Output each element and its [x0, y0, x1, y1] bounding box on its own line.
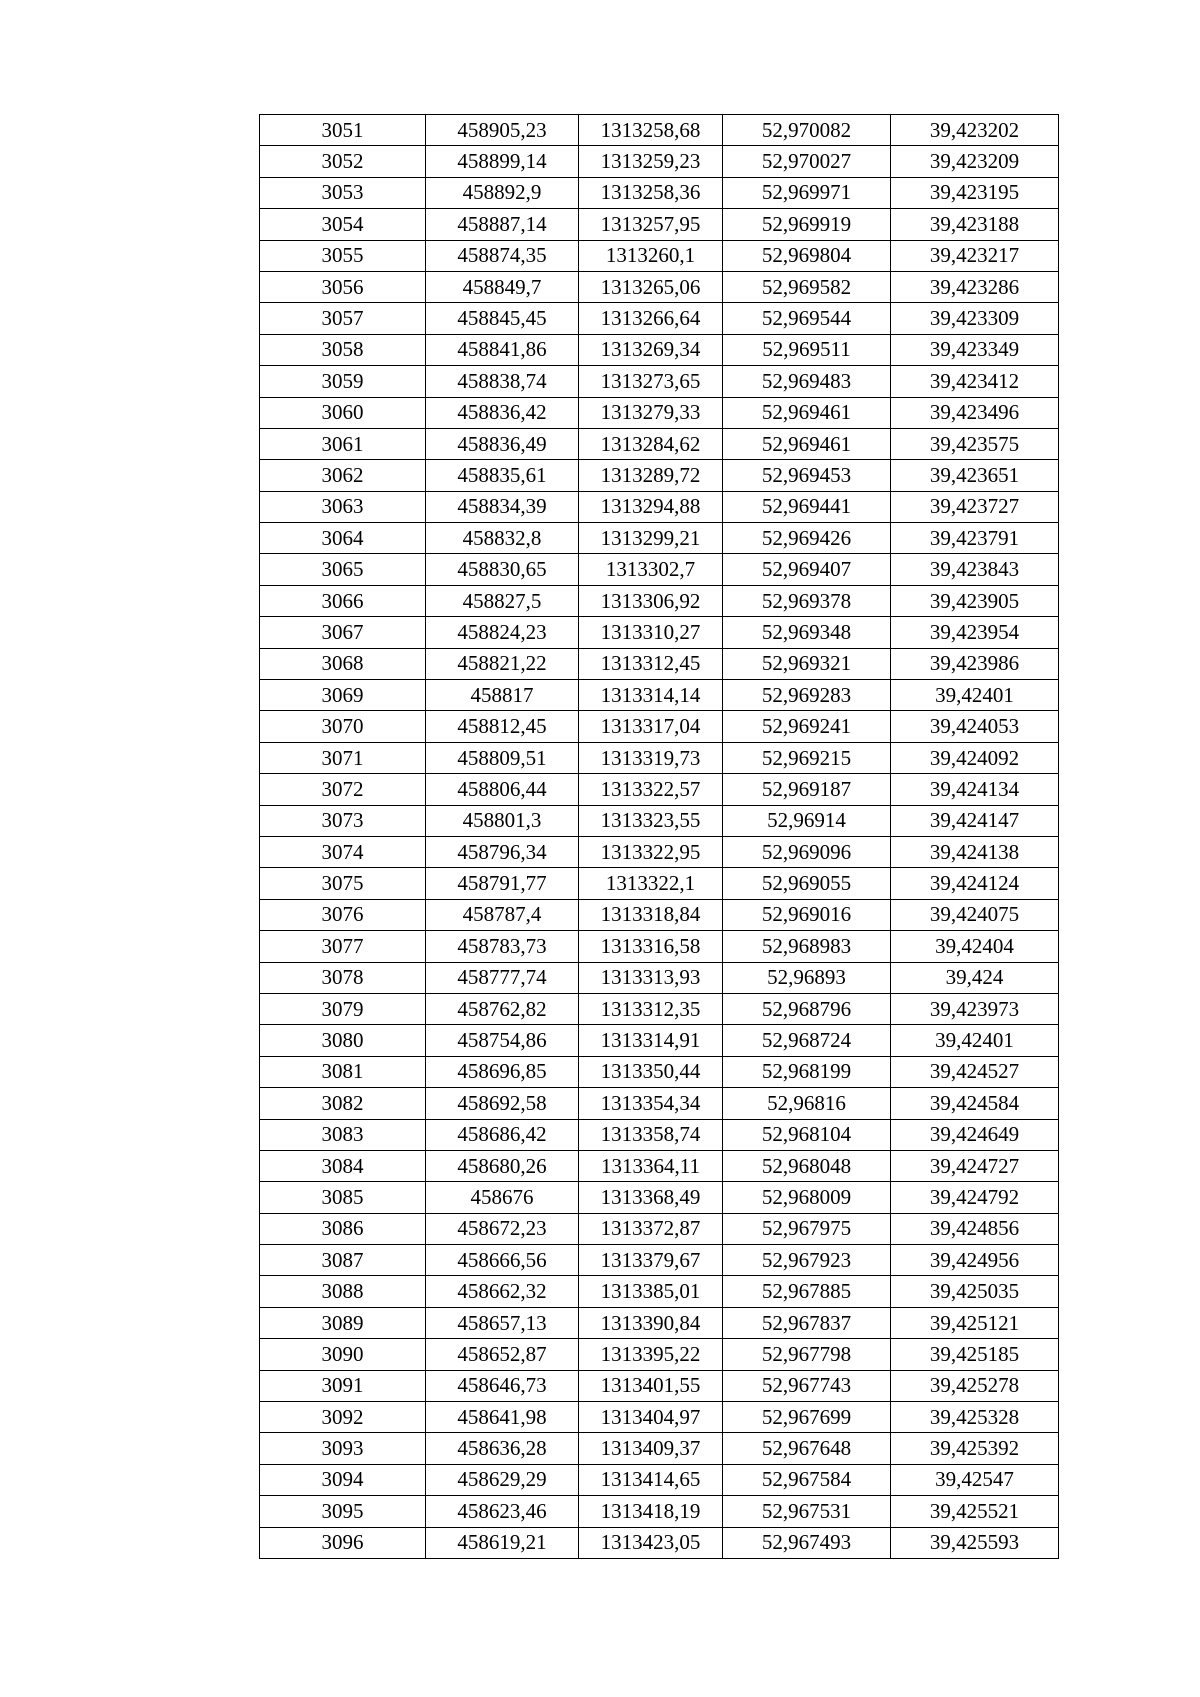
x-coordinate-cell: 458629,29 [426, 1464, 579, 1495]
y-coordinate-cell: 1313322,57 [579, 774, 723, 805]
table-row [260, 397, 1059, 428]
table-row [260, 1370, 1059, 1401]
table-row [260, 1025, 1059, 1056]
y-coordinate-cell: 1313294,88 [579, 491, 723, 522]
table-row [260, 460, 1059, 491]
x-coordinate-cell: 458676 [426, 1182, 579, 1213]
latitude-cell: 52,967798 [723, 1339, 891, 1370]
latitude-cell: 52,968009 [723, 1182, 891, 1213]
point-number-cell: 3092 [260, 1402, 426, 1433]
longitude-cell: 39,423905 [891, 585, 1059, 616]
x-coordinate-cell: 458666,56 [426, 1245, 579, 1276]
y-coordinate-cell: 1313273,65 [579, 366, 723, 397]
latitude-cell: 52,969016 [723, 899, 891, 930]
point-number-cell: 3053 [260, 177, 426, 208]
y-coordinate-cell: 1313418,19 [579, 1496, 723, 1527]
latitude-cell: 52,969582 [723, 271, 891, 302]
table-row [260, 993, 1059, 1024]
latitude-cell: 52,969321 [723, 648, 891, 679]
point-number-cell: 3088 [260, 1276, 426, 1307]
y-coordinate-cell: 1313314,14 [579, 680, 723, 711]
longitude-cell: 39,424092 [891, 742, 1059, 773]
latitude-cell: 52,970027 [723, 146, 891, 177]
latitude-cell: 52,967923 [723, 1245, 891, 1276]
x-coordinate-cell: 458892,9 [426, 177, 579, 208]
table-row [260, 1276, 1059, 1307]
point-number-cell: 3094 [260, 1464, 426, 1495]
longitude-cell: 39,423202 [891, 115, 1059, 146]
latitude-cell: 52,967531 [723, 1496, 891, 1527]
x-coordinate-cell: 458841,86 [426, 334, 579, 365]
latitude-cell: 52,968104 [723, 1119, 891, 1150]
latitude-cell: 52,969215 [723, 742, 891, 773]
x-coordinate-cell: 458686,42 [426, 1119, 579, 1150]
table-row [260, 805, 1059, 836]
y-coordinate-cell: 1313259,23 [579, 146, 723, 177]
x-coordinate-cell: 458754,86 [426, 1025, 579, 1056]
y-coordinate-cell: 1313310,27 [579, 617, 723, 648]
longitude-cell: 39,425593 [891, 1527, 1059, 1558]
y-coordinate-cell: 1313358,74 [579, 1119, 723, 1150]
longitude-cell: 39,424956 [891, 1245, 1059, 1276]
y-coordinate-cell: 1313404,97 [579, 1402, 723, 1433]
x-coordinate-cell: 458777,74 [426, 962, 579, 993]
longitude-cell: 39,42547 [891, 1464, 1059, 1495]
x-coordinate-cell: 458762,82 [426, 993, 579, 1024]
latitude-cell: 52,967493 [723, 1527, 891, 1558]
y-coordinate-cell: 1313306,92 [579, 585, 723, 616]
point-number-cell: 3080 [260, 1025, 426, 1056]
point-number-cell: 3057 [260, 303, 426, 334]
point-number-cell: 3073 [260, 805, 426, 836]
latitude-cell: 52,967584 [723, 1464, 891, 1495]
table-row [260, 1527, 1059, 1558]
latitude-cell: 52,969483 [723, 366, 891, 397]
point-number-cell: 3076 [260, 899, 426, 930]
table-row [260, 334, 1059, 365]
latitude-cell: 52,968199 [723, 1056, 891, 1087]
longitude-cell: 39,423496 [891, 397, 1059, 428]
x-coordinate-cell: 458834,39 [426, 491, 579, 522]
latitude-cell: 52,969055 [723, 868, 891, 899]
point-number-cell: 3059 [260, 366, 426, 397]
point-number-cell: 3078 [260, 962, 426, 993]
y-coordinate-cell: 1313379,67 [579, 1245, 723, 1276]
table-row [260, 491, 1059, 522]
longitude-cell: 39,423412 [891, 366, 1059, 397]
x-coordinate-cell: 458657,13 [426, 1307, 579, 1338]
point-number-cell: 3084 [260, 1150, 426, 1181]
y-coordinate-cell: 1313265,06 [579, 271, 723, 302]
point-number-cell: 3070 [260, 711, 426, 742]
latitude-cell: 52,969348 [723, 617, 891, 648]
y-coordinate-cell: 1313322,1 [579, 868, 723, 899]
point-number-cell: 3062 [260, 460, 426, 491]
longitude-cell: 39,424856 [891, 1213, 1059, 1244]
longitude-cell: 39,423209 [891, 146, 1059, 177]
y-coordinate-cell: 1313314,91 [579, 1025, 723, 1056]
point-number-cell: 3093 [260, 1433, 426, 1464]
longitude-cell: 39,424727 [891, 1150, 1059, 1181]
longitude-cell: 39,423973 [891, 993, 1059, 1024]
x-coordinate-cell: 458824,23 [426, 617, 579, 648]
table-row [260, 177, 1059, 208]
y-coordinate-cell: 1313350,44 [579, 1056, 723, 1087]
x-coordinate-cell: 458623,46 [426, 1496, 579, 1527]
x-coordinate-cell: 458791,77 [426, 868, 579, 899]
point-number-cell: 3067 [260, 617, 426, 648]
y-coordinate-cell: 1313260,1 [579, 240, 723, 271]
latitude-cell: 52,969544 [723, 303, 891, 334]
longitude-cell: 39,423986 [891, 648, 1059, 679]
y-coordinate-cell: 1313318,84 [579, 899, 723, 930]
point-number-cell: 3071 [260, 742, 426, 773]
y-coordinate-cell: 1313390,84 [579, 1307, 723, 1338]
table-row [260, 899, 1059, 930]
point-number-cell: 3061 [260, 428, 426, 459]
latitude-cell: 52,968048 [723, 1150, 891, 1181]
point-number-cell: 3095 [260, 1496, 426, 1527]
longitude-cell: 39,425521 [891, 1496, 1059, 1527]
x-coordinate-cell: 458887,14 [426, 209, 579, 240]
latitude-cell: 52,969453 [723, 460, 891, 491]
latitude-cell: 52,970082 [723, 115, 891, 146]
latitude-cell: 52,969283 [723, 680, 891, 711]
longitude-cell: 39,425121 [891, 1307, 1059, 1338]
point-number-cell: 3065 [260, 554, 426, 585]
table-row [260, 366, 1059, 397]
longitude-cell: 39,423791 [891, 523, 1059, 554]
point-number-cell: 3077 [260, 931, 426, 962]
longitude-cell: 39,424792 [891, 1182, 1059, 1213]
x-coordinate-cell: 458806,44 [426, 774, 579, 805]
table-row [260, 617, 1059, 648]
point-number-cell: 3082 [260, 1088, 426, 1119]
table-row [260, 868, 1059, 899]
longitude-cell: 39,42404 [891, 931, 1059, 962]
point-number-cell: 3066 [260, 585, 426, 616]
point-number-cell: 3079 [260, 993, 426, 1024]
x-coordinate-cell: 458696,85 [426, 1056, 579, 1087]
x-coordinate-cell: 458845,45 [426, 303, 579, 334]
point-number-cell: 3054 [260, 209, 426, 240]
x-coordinate-cell: 458692,58 [426, 1088, 579, 1119]
table-row [260, 962, 1059, 993]
x-coordinate-cell: 458836,42 [426, 397, 579, 428]
longitude-cell: 39,424134 [891, 774, 1059, 805]
longitude-cell: 39,423727 [891, 491, 1059, 522]
table-row [260, 711, 1059, 742]
latitude-cell: 52,969511 [723, 334, 891, 365]
y-coordinate-cell: 1313313,93 [579, 962, 723, 993]
point-number-cell: 3083 [260, 1119, 426, 1150]
longitude-cell: 39,423575 [891, 428, 1059, 459]
table-row [260, 774, 1059, 805]
latitude-cell: 52,969096 [723, 836, 891, 867]
x-coordinate-cell: 458905,23 [426, 115, 579, 146]
point-number-cell: 3087 [260, 1245, 426, 1276]
table-row [260, 115, 1059, 146]
longitude-cell: 39,424649 [891, 1119, 1059, 1150]
point-number-cell: 3096 [260, 1527, 426, 1558]
table-row [260, 303, 1059, 334]
point-number-cell: 3075 [260, 868, 426, 899]
longitude-cell: 39,423188 [891, 209, 1059, 240]
table-row [260, 209, 1059, 240]
point-number-cell: 3058 [260, 334, 426, 365]
point-number-cell: 3086 [260, 1213, 426, 1244]
x-coordinate-cell: 458821,22 [426, 648, 579, 679]
point-number-cell: 3090 [260, 1339, 426, 1370]
table-row [260, 1119, 1059, 1150]
point-number-cell: 3052 [260, 146, 426, 177]
y-coordinate-cell: 1313316,58 [579, 931, 723, 962]
table-row [260, 1464, 1059, 1495]
longitude-cell: 39,42401 [891, 1025, 1059, 1056]
point-number-cell: 3068 [260, 648, 426, 679]
latitude-cell: 52,967743 [723, 1370, 891, 1401]
x-coordinate-cell: 458827,5 [426, 585, 579, 616]
y-coordinate-cell: 1313289,72 [579, 460, 723, 491]
x-coordinate-cell: 458838,74 [426, 366, 579, 397]
y-coordinate-cell: 1313368,49 [579, 1182, 723, 1213]
point-number-cell: 3069 [260, 680, 426, 711]
longitude-cell: 39,425185 [891, 1339, 1059, 1370]
y-coordinate-cell: 1313372,87 [579, 1213, 723, 1244]
table-row [260, 1182, 1059, 1213]
latitude-cell: 52,968983 [723, 931, 891, 962]
y-coordinate-cell: 1313317,04 [579, 711, 723, 742]
table-row [260, 271, 1059, 302]
longitude-cell: 39,42401 [891, 680, 1059, 711]
x-coordinate-cell: 458835,61 [426, 460, 579, 491]
table-row [260, 931, 1059, 962]
table-row [260, 1088, 1059, 1119]
latitude-cell: 52,969378 [723, 585, 891, 616]
table-row [260, 1339, 1059, 1370]
x-coordinate-cell: 458652,87 [426, 1339, 579, 1370]
y-coordinate-cell: 1313302,7 [579, 554, 723, 585]
point-number-cell: 3060 [260, 397, 426, 428]
table-row [260, 523, 1059, 554]
longitude-cell: 39,425392 [891, 1433, 1059, 1464]
longitude-cell: 39,424527 [891, 1056, 1059, 1087]
latitude-cell: 52,967648 [723, 1433, 891, 1464]
y-coordinate-cell: 1313364,11 [579, 1150, 723, 1181]
table-row [260, 1056, 1059, 1087]
longitude-cell: 39,424075 [891, 899, 1059, 930]
point-number-cell: 3081 [260, 1056, 426, 1087]
point-number-cell: 3072 [260, 774, 426, 805]
x-coordinate-cell: 458849,7 [426, 271, 579, 302]
x-coordinate-cell: 458836,49 [426, 428, 579, 459]
y-coordinate-cell: 1313279,33 [579, 397, 723, 428]
table-row [260, 1402, 1059, 1433]
point-number-cell: 3091 [260, 1370, 426, 1401]
longitude-cell: 39,424138 [891, 836, 1059, 867]
x-coordinate-cell: 458787,4 [426, 899, 579, 930]
longitude-cell: 39,423651 [891, 460, 1059, 491]
x-coordinate-cell: 458801,3 [426, 805, 579, 836]
x-coordinate-cell: 458832,8 [426, 523, 579, 554]
latitude-cell: 52,969407 [723, 554, 891, 585]
table-row [260, 428, 1059, 459]
latitude-cell: 52,969426 [723, 523, 891, 554]
table-row [260, 742, 1059, 773]
longitude-cell: 39,423217 [891, 240, 1059, 271]
x-coordinate-cell: 458680,26 [426, 1150, 579, 1181]
longitude-cell: 39,425035 [891, 1276, 1059, 1307]
point-number-cell: 3089 [260, 1307, 426, 1338]
x-coordinate-cell: 458619,21 [426, 1527, 579, 1558]
table-row [260, 554, 1059, 585]
x-coordinate-cell: 458641,98 [426, 1402, 579, 1433]
table-row [260, 1433, 1059, 1464]
latitude-cell: 52,968724 [723, 1025, 891, 1056]
longitude-cell: 39,424584 [891, 1088, 1059, 1119]
latitude-cell: 52,969441 [723, 491, 891, 522]
table-row [260, 1213, 1059, 1244]
longitude-cell: 39,423309 [891, 303, 1059, 334]
y-coordinate-cell: 1313258,68 [579, 115, 723, 146]
longitude-cell: 39,425278 [891, 1370, 1059, 1401]
x-coordinate-cell: 458646,73 [426, 1370, 579, 1401]
x-coordinate-cell: 458899,14 [426, 146, 579, 177]
x-coordinate-cell: 458662,32 [426, 1276, 579, 1307]
longitude-cell: 39,424147 [891, 805, 1059, 836]
longitude-cell: 39,423195 [891, 177, 1059, 208]
y-coordinate-cell: 1313258,36 [579, 177, 723, 208]
latitude-cell: 52,96816 [723, 1088, 891, 1119]
longitude-cell: 39,423954 [891, 617, 1059, 648]
coordinates-table-body [260, 115, 1059, 1559]
y-coordinate-cell: 1313312,45 [579, 648, 723, 679]
point-number-cell: 3074 [260, 836, 426, 867]
x-coordinate-cell: 458812,45 [426, 711, 579, 742]
longitude-cell: 39,424053 [891, 711, 1059, 742]
latitude-cell: 52,967975 [723, 1213, 891, 1244]
x-coordinate-cell: 458817 [426, 680, 579, 711]
latitude-cell: 52,969187 [723, 774, 891, 805]
latitude-cell: 52,968796 [723, 993, 891, 1024]
latitude-cell: 52,969461 [723, 397, 891, 428]
y-coordinate-cell: 1313323,55 [579, 805, 723, 836]
latitude-cell: 52,96893 [723, 962, 891, 993]
y-coordinate-cell: 1313401,55 [579, 1370, 723, 1401]
y-coordinate-cell: 1313395,22 [579, 1339, 723, 1370]
latitude-cell: 52,967885 [723, 1276, 891, 1307]
longitude-cell: 39,424 [891, 962, 1059, 993]
x-coordinate-cell: 458672,23 [426, 1213, 579, 1244]
table-row [260, 1307, 1059, 1338]
table-row [260, 648, 1059, 679]
longitude-cell: 39,423843 [891, 554, 1059, 585]
y-coordinate-cell: 1313257,95 [579, 209, 723, 240]
point-number-cell: 3051 [260, 115, 426, 146]
coordinates-table [259, 114, 1059, 1559]
table-row [260, 240, 1059, 271]
latitude-cell: 52,969971 [723, 177, 891, 208]
latitude-cell: 52,967699 [723, 1402, 891, 1433]
y-coordinate-cell: 1313312,35 [579, 993, 723, 1024]
y-coordinate-cell: 1313299,21 [579, 523, 723, 554]
x-coordinate-cell: 458809,51 [426, 742, 579, 773]
y-coordinate-cell: 1313319,73 [579, 742, 723, 773]
table-row [260, 836, 1059, 867]
table-row [260, 585, 1059, 616]
table-row [260, 146, 1059, 177]
x-coordinate-cell: 458783,73 [426, 931, 579, 962]
x-coordinate-cell: 458796,34 [426, 836, 579, 867]
y-coordinate-cell: 1313284,62 [579, 428, 723, 459]
y-coordinate-cell: 1313269,34 [579, 334, 723, 365]
table-row [260, 1496, 1059, 1527]
x-coordinate-cell: 458830,65 [426, 554, 579, 585]
latitude-cell: 52,96914 [723, 805, 891, 836]
table-row [260, 1150, 1059, 1181]
y-coordinate-cell: 1313385,01 [579, 1276, 723, 1307]
longitude-cell: 39,425328 [891, 1402, 1059, 1433]
longitude-cell: 39,423286 [891, 271, 1059, 302]
latitude-cell: 52,969804 [723, 240, 891, 271]
latitude-cell: 52,969241 [723, 711, 891, 742]
latitude-cell: 52,969919 [723, 209, 891, 240]
point-number-cell: 3085 [260, 1182, 426, 1213]
point-number-cell: 3063 [260, 491, 426, 522]
longitude-cell: 39,424124 [891, 868, 1059, 899]
y-coordinate-cell: 1313414,65 [579, 1464, 723, 1495]
point-number-cell: 3064 [260, 523, 426, 554]
x-coordinate-cell: 458874,35 [426, 240, 579, 271]
latitude-cell: 52,967837 [723, 1307, 891, 1338]
point-number-cell: 3056 [260, 271, 426, 302]
y-coordinate-cell: 1313266,64 [579, 303, 723, 334]
y-coordinate-cell: 1313423,05 [579, 1527, 723, 1558]
table-row [260, 1245, 1059, 1276]
longitude-cell: 39,423349 [891, 334, 1059, 365]
y-coordinate-cell: 1313409,37 [579, 1433, 723, 1464]
table-row [260, 680, 1059, 711]
y-coordinate-cell: 1313322,95 [579, 836, 723, 867]
y-coordinate-cell: 1313354,34 [579, 1088, 723, 1119]
latitude-cell: 52,969461 [723, 428, 891, 459]
point-number-cell: 3055 [260, 240, 426, 271]
x-coordinate-cell: 458636,28 [426, 1433, 579, 1464]
